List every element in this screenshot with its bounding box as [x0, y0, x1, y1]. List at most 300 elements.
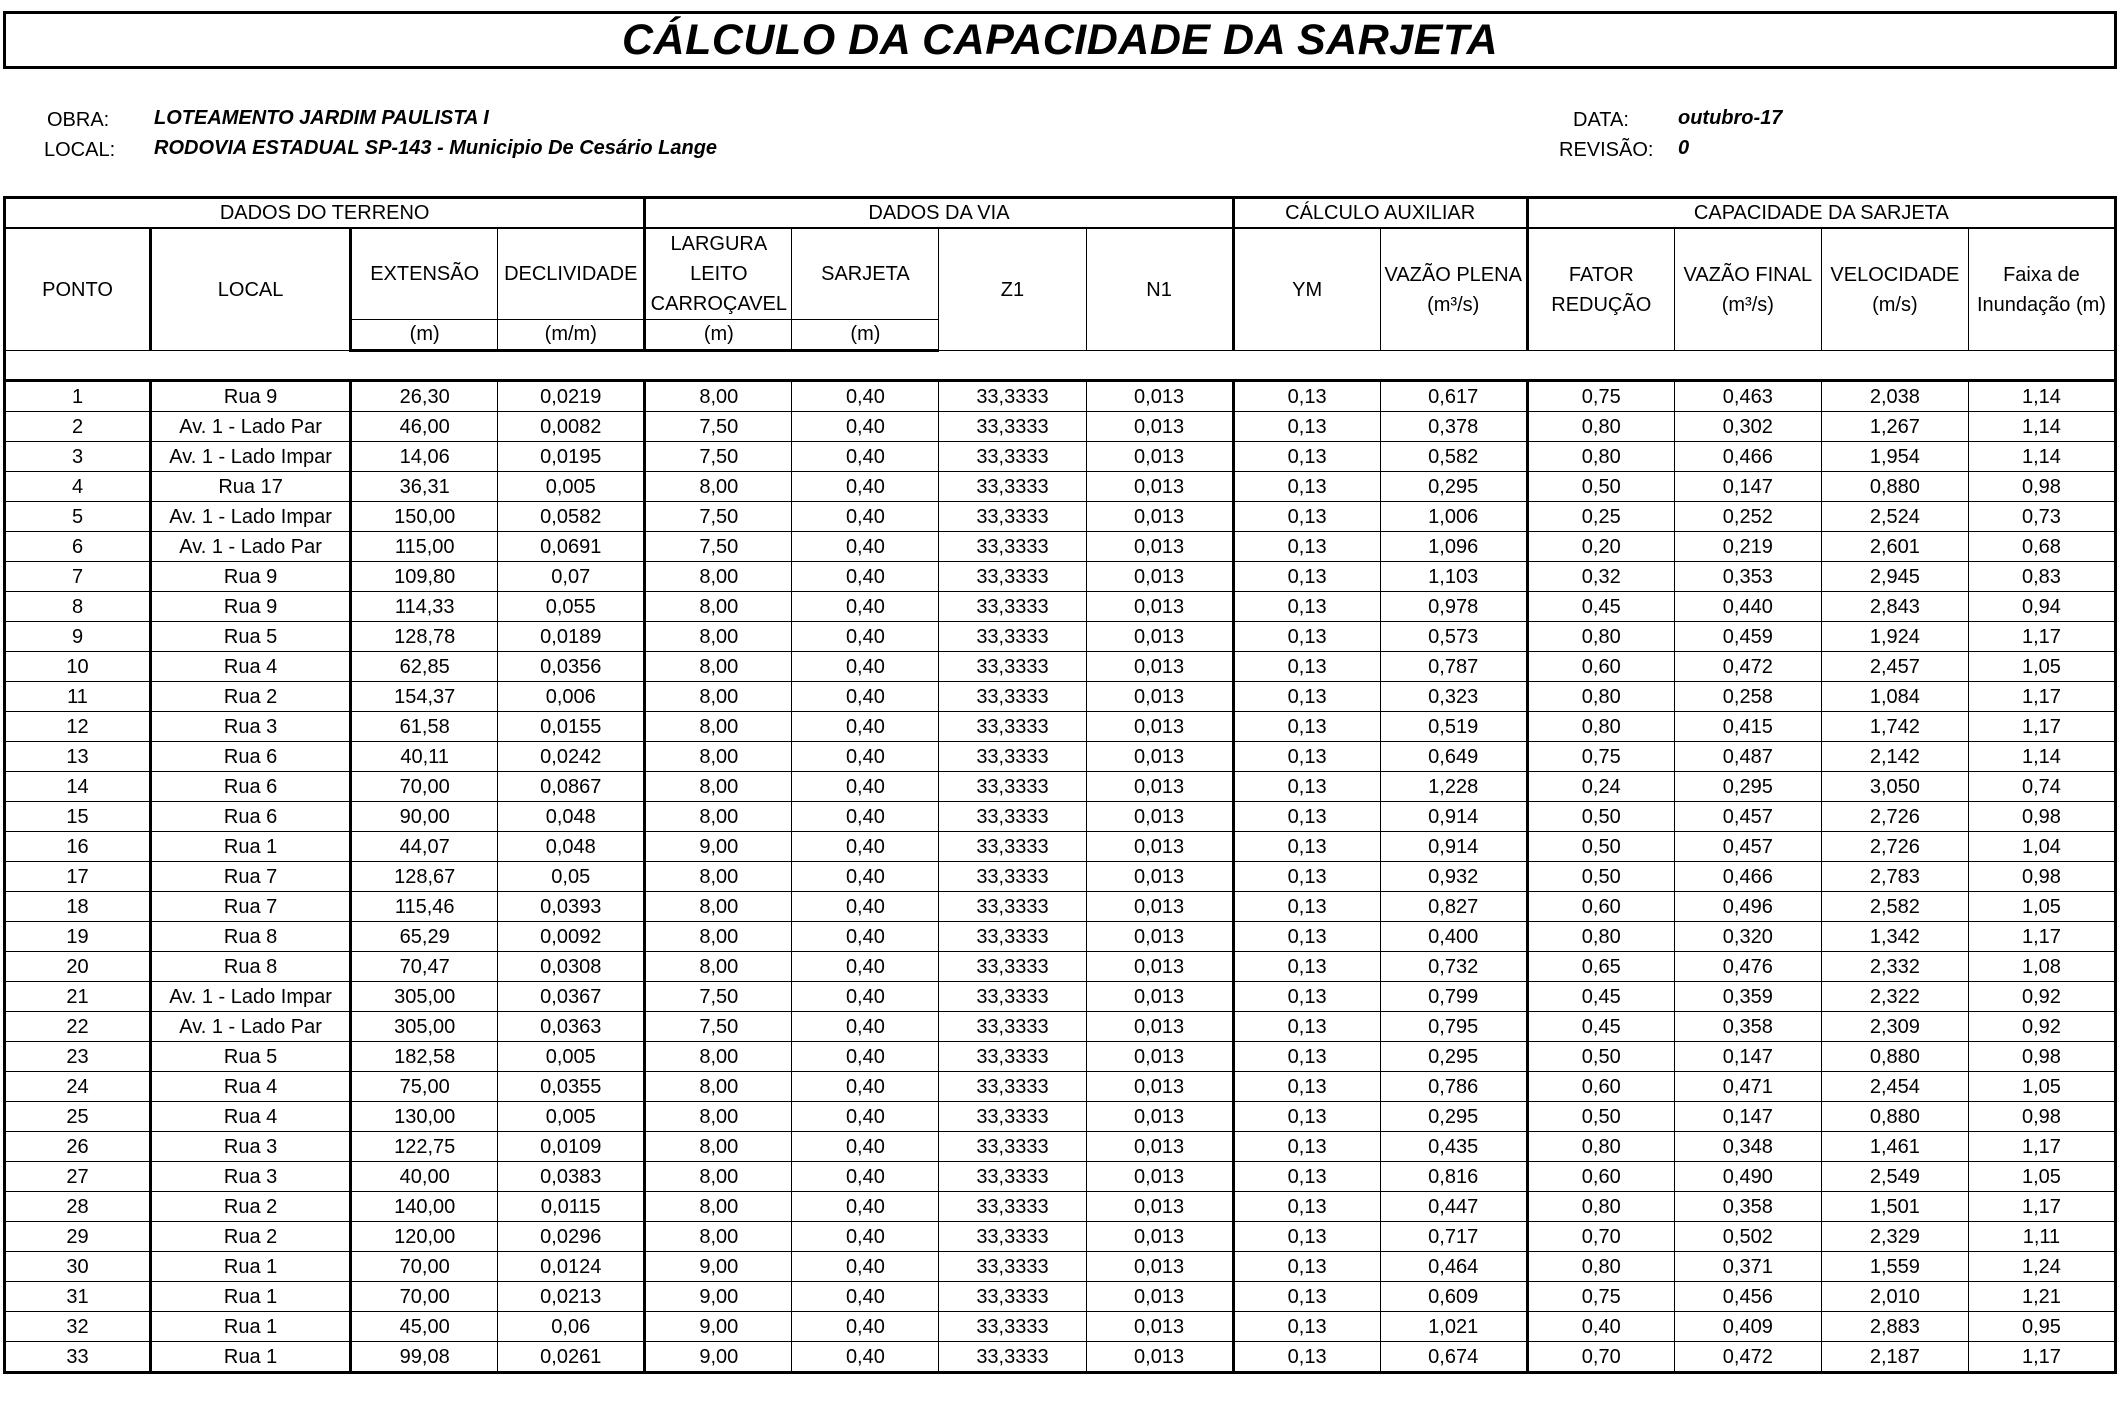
cell-faixa-inundacao: 1,17: [1968, 682, 2115, 712]
cell-z1: 33,3333: [939, 892, 1086, 922]
cell-vazao-final: 0,415: [1674, 712, 1821, 742]
cell-local: Rua 1: [151, 832, 351, 862]
cell-ponto: 19: [5, 922, 151, 952]
cell-faixa-inundacao: 1,17: [1968, 1192, 2115, 1222]
cell-vazao-plena: 0,786: [1380, 1072, 1527, 1102]
obra-label: OBRA:: [47, 109, 110, 131]
cell-ponto: 30: [5, 1252, 151, 1282]
col-ponto: PONTO: [5, 228, 151, 351]
col-n1: N1: [1086, 228, 1233, 351]
cell-sarjeta: 0,40: [792, 562, 939, 592]
cell-faixa-inundacao: 1,14: [1968, 381, 2115, 412]
spacer-row: [5, 351, 2116, 381]
cell-local: Rua 4: [151, 652, 351, 682]
cell-ym: 0,13: [1233, 712, 1380, 742]
cell-fator-reducao: 0,60: [1527, 1162, 1674, 1192]
cell-z1: 33,3333: [939, 1312, 1086, 1342]
cell-fator-reducao: 0,50: [1527, 832, 1674, 862]
cell-local: Av. 1 - Lado Par: [151, 532, 351, 562]
group-calculo-auxiliar: CÁLCULO AUXILIAR: [1233, 198, 1527, 229]
cell-faixa-inundacao: 1,05: [1968, 1072, 2115, 1102]
cell-largura: 8,00: [645, 742, 792, 772]
cell-ym: 0,13: [1233, 381, 1380, 412]
cell-fator-reducao: 0,50: [1527, 472, 1674, 502]
cell-n1: 0,013: [1086, 1162, 1233, 1192]
col-fator-line1: FATOR: [1568, 263, 1634, 286]
cell-ym: 0,13: [1233, 742, 1380, 772]
col-extensao: EXTENSÃO: [351, 228, 498, 320]
cell-local: Rua 3: [151, 1162, 351, 1192]
cell-vazao-plena: 0,795: [1380, 1012, 1527, 1042]
cell-extensao: 150,00: [351, 502, 498, 532]
cell-vazao-final: 0,476: [1674, 952, 1821, 982]
cell-fator-reducao: 0,70: [1527, 1222, 1674, 1252]
cell-vazao-plena: 0,717: [1380, 1222, 1527, 1252]
cell-largura: 8,00: [645, 472, 792, 502]
cell-largura: 8,00: [645, 1042, 792, 1072]
cell-velocidade: 2,010: [1821, 1282, 1968, 1312]
cell-vazao-plena: 0,617: [1380, 381, 1527, 412]
cell-fator-reducao: 0,80: [1527, 1132, 1674, 1162]
cell-vazao-plena: 0,323: [1380, 682, 1527, 712]
cell-faixa-inundacao: 1,17: [1968, 622, 2115, 652]
cell-z1: 33,3333: [939, 682, 1086, 712]
cell-ym: 0,13: [1233, 652, 1380, 682]
cell-largura: 8,00: [645, 1192, 792, 1222]
cell-fator-reducao: 0,70: [1527, 1342, 1674, 1373]
cell-ym: 0,13: [1233, 532, 1380, 562]
cell-velocidade: 2,038: [1821, 381, 1968, 412]
cell-ym: 0,13: [1233, 412, 1380, 442]
cell-vazao-plena: 0,978: [1380, 592, 1527, 622]
cell-declividade: 0,048: [498, 832, 645, 862]
cell-declividade: 0,06: [498, 1312, 645, 1342]
cell-local: Rua 5: [151, 622, 351, 652]
cell-extensao: 70,47: [351, 952, 498, 982]
cell-ym: 0,13: [1233, 622, 1380, 652]
cell-fator-reducao: 0,75: [1527, 381, 1674, 412]
cell-velocidade: 2,309: [1821, 1012, 1968, 1042]
cell-ponto: 4: [5, 472, 151, 502]
cell-vazao-plena: 0,582: [1380, 442, 1527, 472]
col-fator-reducao: [1527, 228, 1674, 351]
table-row: [5, 922, 2116, 952]
cell-sarjeta: 0,40: [792, 982, 939, 1012]
cell-fator-reducao: 0,45: [1527, 592, 1674, 622]
cell-local: Rua 1: [151, 1312, 351, 1342]
cell-z1: 33,3333: [939, 442, 1086, 472]
table-row: [5, 381, 2116, 412]
table-row: [5, 1072, 2116, 1102]
cell-local: Av. 1 - Lado Impar: [151, 442, 351, 472]
cell-declividade: 0,0393: [498, 892, 645, 922]
cell-velocidade: 2,549: [1821, 1162, 1968, 1192]
cell-ym: 0,13: [1233, 442, 1380, 472]
cell-z1: 33,3333: [939, 1162, 1086, 1192]
cell-z1: 33,3333: [939, 532, 1086, 562]
data-value: outubro-17: [1678, 107, 1783, 129]
cell-z1: 33,3333: [939, 652, 1086, 682]
cell-sarjeta: 0,40: [792, 1222, 939, 1252]
cell-largura: 7,50: [645, 412, 792, 442]
cell-z1: 33,3333: [939, 922, 1086, 952]
cell-n1: 0,013: [1086, 472, 1233, 502]
cell-largura: 8,00: [645, 562, 792, 592]
cell-largura: 8,00: [645, 622, 792, 652]
table-row: [5, 952, 2116, 982]
cell-extensao: 70,00: [351, 1282, 498, 1312]
cell-ponto: 22: [5, 1012, 151, 1042]
cell-declividade: 0,0082: [498, 412, 645, 442]
cell-faixa-inundacao: 1,08: [1968, 952, 2115, 982]
cell-velocidade: 1,084: [1821, 682, 1968, 712]
cell-largura: 8,00: [645, 772, 792, 802]
cell-velocidade: 1,954: [1821, 442, 1968, 472]
cell-z1: 33,3333: [939, 1282, 1086, 1312]
cell-velocidade: 2,457: [1821, 652, 1968, 682]
cell-vazao-plena: 0,573: [1380, 622, 1527, 652]
cell-largura: 8,00: [645, 712, 792, 742]
cell-local: Av. 1 - Lado Impar: [151, 502, 351, 532]
cell-z1: 33,3333: [939, 562, 1086, 592]
cell-extensao: 36,31: [351, 472, 498, 502]
cell-n1: 0,013: [1086, 952, 1233, 982]
cell-n1: 0,013: [1086, 562, 1233, 592]
cell-faixa-inundacao: 0,73: [1968, 502, 2115, 532]
cell-ponto: 6: [5, 532, 151, 562]
unit-sarjeta: (m): [792, 320, 939, 351]
cell-ym: 0,13: [1233, 1162, 1380, 1192]
cell-largura: 7,50: [645, 532, 792, 562]
col-declividade: DECLIVIDADE: [498, 228, 645, 320]
cell-vazao-plena: 0,914: [1380, 832, 1527, 862]
cell-ponto: 26: [5, 1132, 151, 1162]
cell-extensao: 40,00: [351, 1162, 498, 1192]
cell-vazao-plena: 0,447: [1380, 1192, 1527, 1222]
cell-sarjeta: 0,40: [792, 1192, 939, 1222]
cell-local: Rua 1: [151, 1342, 351, 1373]
cell-ym: 0,13: [1233, 1222, 1380, 1252]
cell-z1: 33,3333: [939, 862, 1086, 892]
cell-declividade: 0,006: [498, 682, 645, 712]
cell-z1: 33,3333: [939, 1192, 1086, 1222]
cell-velocidade: 1,267: [1821, 412, 1968, 442]
cell-faixa-inundacao: 1,17: [1968, 1342, 2115, 1373]
cell-sarjeta: 0,40: [792, 1282, 939, 1312]
cell-n1: 0,013: [1086, 1012, 1233, 1042]
cell-largura: 8,00: [645, 1222, 792, 1252]
cell-ponto: 1: [5, 381, 151, 412]
cell-local: Rua 17: [151, 472, 351, 502]
cell-sarjeta: 0,40: [792, 682, 939, 712]
col-vazao-final-line2: (m³/s): [1721, 293, 1774, 316]
cell-largura: 8,00: [645, 1132, 792, 1162]
cell-ym: 0,13: [1233, 772, 1380, 802]
cell-z1: 33,3333: [939, 1342, 1086, 1373]
cell-faixa-inundacao: 0,98: [1968, 472, 2115, 502]
cell-vazao-plena: 0,295: [1380, 1042, 1527, 1072]
col-local: LOCAL: [151, 228, 351, 351]
cell-vazao-final: 0,219: [1674, 532, 1821, 562]
cell-ponto: 3: [5, 442, 151, 472]
cell-extensao: 128,67: [351, 862, 498, 892]
cell-fator-reducao: 0,25: [1527, 502, 1674, 532]
cell-fator-reducao: 0,50: [1527, 1042, 1674, 1072]
cell-local: Rua 5: [151, 1042, 351, 1072]
cell-vazao-final: 0,471: [1674, 1072, 1821, 1102]
cell-sarjeta: 0,40: [792, 1102, 939, 1132]
cell-velocidade: 1,501: [1821, 1192, 1968, 1222]
cell-fator-reducao: 0,75: [1527, 742, 1674, 772]
cell-faixa-inundacao: 0,68: [1968, 532, 2115, 562]
cell-extensao: 14,06: [351, 442, 498, 472]
table-row: [5, 862, 2116, 892]
cell-extensao: 26,30: [351, 381, 498, 412]
cell-faixa-inundacao: 1,04: [1968, 832, 2115, 862]
cell-vazao-plena: 1,228: [1380, 772, 1527, 802]
cell-velocidade: 2,601: [1821, 532, 1968, 562]
cell-ponto: 23: [5, 1042, 151, 1072]
cell-n1: 0,013: [1086, 982, 1233, 1012]
cell-z1: 33,3333: [939, 472, 1086, 502]
cell-sarjeta: 0,40: [792, 442, 939, 472]
cell-velocidade: 0,880: [1821, 1102, 1968, 1132]
cell-local: Av. 1 - Lado Par: [151, 1012, 351, 1042]
cell-z1: 33,3333: [939, 592, 1086, 622]
col-sarjeta: SARJETA: [792, 228, 939, 320]
cell-extensao: 128,78: [351, 622, 498, 652]
revisao-value: 0: [1678, 137, 1690, 159]
cell-sarjeta: 0,40: [792, 922, 939, 952]
col-largura-line2: LEITO: [690, 263, 748, 285]
cell-velocidade: 0,880: [1821, 472, 1968, 502]
cell-n1: 0,013: [1086, 592, 1233, 622]
page-title: CÁLCULO DA CAPACIDADE DA SARJETA: [622, 15, 1498, 64]
cell-sarjeta: 0,40: [792, 622, 939, 652]
cell-vazao-final: 0,463: [1674, 381, 1821, 412]
cell-local: Rua 1: [151, 1252, 351, 1282]
cell-faixa-inundacao: 1,05: [1968, 1162, 2115, 1192]
cell-local: Rua 7: [151, 862, 351, 892]
cell-velocidade: 2,329: [1821, 1222, 1968, 1252]
table-row: [5, 1042, 2116, 1072]
cell-vazao-final: 0,487: [1674, 742, 1821, 772]
local-label: LOCAL:: [44, 139, 116, 161]
cell-velocidade: 1,742: [1821, 712, 1968, 742]
cell-vazao-final: 0,466: [1674, 862, 1821, 892]
cell-vazao-plena: 1,021: [1380, 1312, 1527, 1342]
sarjeta-table: [3, 196, 2117, 1374]
cell-z1: 33,3333: [939, 1102, 1086, 1132]
cell-vazao-final: 0,252: [1674, 502, 1821, 532]
cell-vazao-final: 0,295: [1674, 772, 1821, 802]
table-row: [5, 832, 2116, 862]
cell-fator-reducao: 0,45: [1527, 982, 1674, 1012]
cell-extensao: 305,00: [351, 982, 498, 1012]
table-row: [5, 1282, 2116, 1312]
cell-extensao: 70,00: [351, 772, 498, 802]
cell-ym: 0,13: [1233, 1312, 1380, 1342]
cell-declividade: 0,0195: [498, 442, 645, 472]
cell-vazao-final: 0,472: [1674, 1342, 1821, 1373]
cell-ponto: 20: [5, 952, 151, 982]
cell-n1: 0,013: [1086, 1192, 1233, 1222]
cell-fator-reducao: 0,80: [1527, 1252, 1674, 1282]
cell-local: Rua 8: [151, 922, 351, 952]
cell-ponto: 8: [5, 592, 151, 622]
cell-vazao-plena: 0,816: [1380, 1162, 1527, 1192]
cell-ponto: 27: [5, 1162, 151, 1192]
cell-sarjeta: 0,40: [792, 1072, 939, 1102]
cell-declividade: 0,07: [498, 562, 645, 592]
cell-ym: 0,13: [1233, 1012, 1380, 1042]
table-body: [5, 381, 2116, 1373]
cell-ym: 0,13: [1233, 1192, 1380, 1222]
cell-fator-reducao: 0,50: [1527, 1102, 1674, 1132]
cell-ym: 0,13: [1233, 952, 1380, 982]
col-faixa-line2: Inundação (m): [1976, 293, 2106, 316]
table-row: [5, 1222, 2116, 1252]
page-title-box: [3, 11, 2117, 69]
cell-fator-reducao: 0,24: [1527, 772, 1674, 802]
cell-n1: 0,013: [1086, 1132, 1233, 1162]
cell-extensao: 90,00: [351, 802, 498, 832]
cell-ym: 0,13: [1233, 922, 1380, 952]
cell-largura: 8,00: [645, 952, 792, 982]
cell-largura: 8,00: [645, 1102, 792, 1132]
cell-velocidade: 2,945: [1821, 562, 1968, 592]
cell-z1: 33,3333: [939, 1222, 1086, 1252]
cell-fator-reducao: 0,45: [1527, 1012, 1674, 1042]
col-largura: [645, 228, 792, 320]
cell-declividade: 0,0189: [498, 622, 645, 652]
col-velocidade: [1821, 228, 1968, 351]
cell-faixa-inundacao: 0,83: [1968, 562, 2115, 592]
cell-velocidade: 2,726: [1821, 802, 1968, 832]
cell-largura: 8,00: [645, 592, 792, 622]
cell-faixa-inundacao: 1,21: [1968, 1282, 2115, 1312]
cell-sarjeta: 0,40: [792, 952, 939, 982]
cell-extensao: 44,07: [351, 832, 498, 862]
cell-extensao: 120,00: [351, 1222, 498, 1252]
data-label: DATA:: [1573, 109, 1629, 131]
cell-velocidade: 1,342: [1821, 922, 1968, 952]
cell-local: Rua 9: [151, 592, 351, 622]
cell-sarjeta: 0,40: [792, 1042, 939, 1072]
cell-extensao: 182,58: [351, 1042, 498, 1072]
revisao-label: REVISÃO:: [1559, 139, 1654, 161]
cell-vazao-final: 0,502: [1674, 1222, 1821, 1252]
cell-n1: 0,013: [1086, 892, 1233, 922]
col-velocidade-line2: (m/s): [1872, 293, 1918, 316]
cell-local: Rua 3: [151, 1132, 351, 1162]
cell-ponto: 33: [5, 1342, 151, 1373]
table-row: [5, 1192, 2116, 1222]
cell-fator-reducao: 0,80: [1527, 442, 1674, 472]
cell-vazao-final: 0,147: [1674, 472, 1821, 502]
cell-ponto: 18: [5, 892, 151, 922]
obra-value: LOTEAMENTO JARDIM PAULISTA I: [154, 107, 489, 129]
cell-ym: 0,13: [1233, 1072, 1380, 1102]
cell-vazao-final: 0,358: [1674, 1012, 1821, 1042]
cell-ym: 0,13: [1233, 1042, 1380, 1072]
cell-ym: 0,13: [1233, 862, 1380, 892]
col-faixa-inundacao: [1968, 228, 2115, 351]
cell-declividade: 0,0367: [498, 982, 645, 1012]
cell-ponto: 13: [5, 742, 151, 772]
cell-declividade: 0,0124: [498, 1252, 645, 1282]
table-row: [5, 412, 2116, 442]
cell-fator-reducao: 0,60: [1527, 652, 1674, 682]
cell-local: Rua 2: [151, 1192, 351, 1222]
cell-n1: 0,013: [1086, 652, 1233, 682]
cell-sarjeta: 0,40: [792, 532, 939, 562]
cell-extensao: 305,00: [351, 1012, 498, 1042]
cell-z1: 33,3333: [939, 1132, 1086, 1162]
cell-extensao: 140,00: [351, 1192, 498, 1222]
cell-extensao: 115,00: [351, 532, 498, 562]
cell-declividade: 0,0213: [498, 1282, 645, 1312]
cell-n1: 0,013: [1086, 1342, 1233, 1373]
cell-vazao-plena: 0,649: [1380, 742, 1527, 772]
cell-z1: 33,3333: [939, 1012, 1086, 1042]
cell-ponto: 10: [5, 652, 151, 682]
table-row: [5, 1252, 2116, 1282]
cell-ym: 0,13: [1233, 592, 1380, 622]
cell-velocidade: 2,843: [1821, 592, 1968, 622]
cell-faixa-inundacao: 0,92: [1968, 982, 2115, 1012]
cell-sarjeta: 0,40: [792, 652, 939, 682]
cell-velocidade: 2,783: [1821, 862, 1968, 892]
cell-fator-reducao: 0,65: [1527, 952, 1674, 982]
cell-fator-reducao: 0,80: [1527, 682, 1674, 712]
table-row: [5, 472, 2116, 502]
cell-ponto: 25: [5, 1102, 151, 1132]
cell-faixa-inundacao: 0,95: [1968, 1312, 2115, 1342]
cell-fator-reducao: 0,32: [1527, 562, 1674, 592]
cell-extensao: 109,80: [351, 562, 498, 592]
cell-vazao-plena: 0,378: [1380, 412, 1527, 442]
cell-vazao-plena: 0,295: [1380, 472, 1527, 502]
cell-declividade: 0,0308: [498, 952, 645, 982]
cell-vazao-plena: 0,799: [1380, 982, 1527, 1012]
cell-vazao-final: 0,490: [1674, 1162, 1821, 1192]
cell-z1: 33,3333: [939, 742, 1086, 772]
cell-sarjeta: 0,40: [792, 802, 939, 832]
cell-vazao-final: 0,409: [1674, 1312, 1821, 1342]
cell-n1: 0,013: [1086, 442, 1233, 472]
cell-faixa-inundacao: 1,17: [1968, 712, 2115, 742]
cell-sarjeta: 0,40: [792, 832, 939, 862]
cell-vazao-plena: 1,006: [1380, 502, 1527, 532]
cell-local: Rua 6: [151, 772, 351, 802]
cell-z1: 33,3333: [939, 502, 1086, 532]
group-dados-terreno: DADOS DO TERRENO: [5, 198, 645, 229]
cell-ponto: 21: [5, 982, 151, 1012]
cell-sarjeta: 0,40: [792, 502, 939, 532]
cell-largura: 8,00: [645, 652, 792, 682]
cell-sarjeta: 0,40: [792, 1012, 939, 1042]
cell-largura: 8,00: [645, 1162, 792, 1192]
cell-vazao-plena: 0,732: [1380, 952, 1527, 982]
table-row: [5, 1342, 2116, 1373]
cell-vazao-plena: 0,914: [1380, 802, 1527, 832]
cell-ponto: 29: [5, 1222, 151, 1252]
cell-vazao-plena: 0,464: [1380, 1252, 1527, 1282]
cell-velocidade: 2,883: [1821, 1312, 1968, 1342]
cell-n1: 0,013: [1086, 381, 1233, 412]
cell-faixa-inundacao: 1,05: [1968, 652, 2115, 682]
